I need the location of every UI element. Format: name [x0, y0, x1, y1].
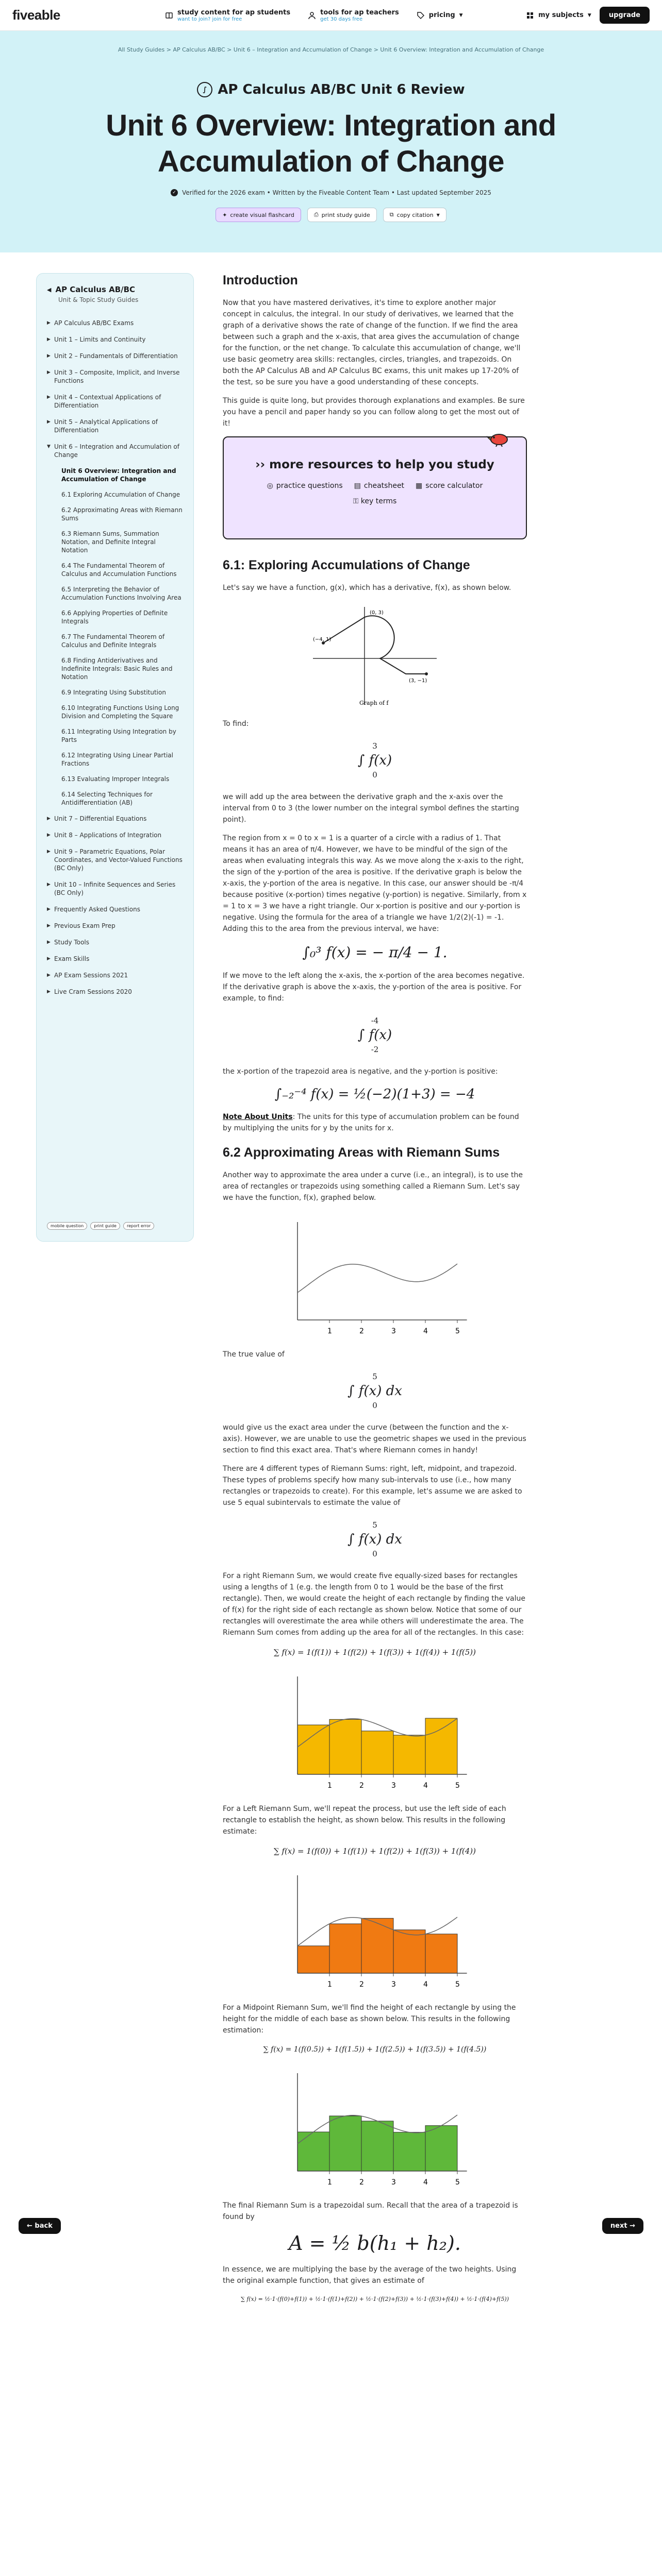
meta-text: Verified for the 2026 exam • Written by the Fiveable Content Team • Last updated September 2025 — [182, 189, 491, 196]
promo-links — [239, 482, 510, 490]
x-tick-label: 2 — [359, 1980, 364, 1989]
next-button[interactable] — [602, 2218, 643, 2234]
arrow-left-icon: ← — [27, 2222, 35, 2230]
sidebar-child[interactable]: 6.3 Riemann Sums, Summation Notation, and Definite Integral Notation — [61, 530, 159, 554]
svg-text:(0, 3): (0, 3) — [370, 610, 384, 616]
x-tick-label: 4 — [423, 1327, 428, 1335]
sidebar-title[interactable] — [47, 285, 183, 294]
svg-text:(3, −1): (3, −1) — [409, 678, 427, 684]
s62-paragraph-9: In essence, we are multiplying the base by the average of the two heights. Using the original example function, that gives an estimate of — [223, 2265, 517, 2285]
chevron-right-icon: ▶ — [47, 337, 51, 342]
print-label: print study guide — [321, 211, 370, 218]
sidebar-item-unit6[interactable] — [47, 438, 183, 463]
sidebar-item-label: Study Tools — [54, 939, 90, 946]
sidebar-child[interactable]: 6.13 Evaluating Improper Integrals — [61, 775, 170, 783]
mobile-question-button[interactable]: mobile question — [47, 1222, 87, 1230]
section-6-2-title: 6.2 Approximating Areas with Riemann Sums — [223, 1145, 500, 1160]
x-tick-label: 4 — [423, 1980, 428, 1989]
equation-right-sum: ∑ f(x) = 1(f(1)) + 1(f(2)) + 1(f(3)) + 1(f(4)) + 1(f(5)) — [274, 1648, 476, 1657]
s62-paragraph-3: would give us the exact area under the curve (between the function and the x-axis). However, we are unable to use the geometric shapes we used in the previous section to find this exact area. That's where Riemann comes in handy! — [223, 1423, 526, 1454]
sidebar-child[interactable]: 6.14 Selecting Techniques for Antidifferentiation (AB) — [61, 791, 153, 806]
chevron-right-icon: ▶ — [47, 923, 51, 928]
sidebar-item[interactable] — [47, 843, 183, 876]
integral-expression: ∫ f(x) — [357, 1027, 392, 1043]
svg-text:(−4, 1): (−4, 1) — [313, 637, 332, 642]
chevron-right-icon: ▶ — [47, 849, 51, 854]
sidebar-item-label: Unit 5 – Analytical Applications of Differentiation — [54, 418, 158, 434]
equation-1: ∫₀³ f(x) = − π/4 − 1. — [302, 944, 448, 961]
upper-bound: 3 — [372, 741, 377, 751]
back-button[interactable] — [19, 2218, 61, 2234]
chevron-right-icon: ▶ — [47, 940, 51, 945]
x-tick-label: 1 — [327, 1782, 332, 1790]
integral-0-3 — [223, 739, 527, 782]
x-tick-label: 3 — [391, 1782, 396, 1790]
verified-icon: ✓ — [171, 189, 178, 196]
hero-actions — [0, 208, 662, 222]
x-tick-label: 4 — [423, 2178, 428, 2187]
chevron-right-icon: ▶ — [47, 956, 51, 961]
teacher-icon — [308, 11, 316, 20]
riemann-rectangle — [361, 2121, 393, 2171]
breadcrumb[interactable]: All Study Guides > AP Calculus AB/BC > Unit 6 – Integration and Accumulation of Change > Unit 6 Overview: Integration and Accumulation of Change — [118, 46, 544, 53]
nav-teachers-label: tools for ap teachers — [320, 8, 399, 16]
chevron-right-icon: ▶ — [47, 973, 51, 978]
integral-expression: ∫ f(x) dx — [347, 1383, 402, 1399]
logo[interactable]: fiveable — [12, 7, 60, 23]
chevron-right-icon: ▶ — [47, 353, 51, 359]
sidebar-item-label: Unit 10 – Infinite Sequences and Series (BC Only) — [54, 881, 176, 896]
back-label: back — [35, 2222, 53, 2230]
x-tick-label: 1 — [327, 1980, 332, 1989]
note-units: Note About Units: The units for this type of accumulation problem can be found by multiplying the units for y by the units for x. — [223, 1113, 519, 1132]
integral-0-5 — [223, 1369, 527, 1413]
chevron-down-icon: ▼ — [47, 444, 51, 449]
page-title-line1: Unit 6 Overview: Integration and — [106, 109, 556, 142]
sidebar-child[interactable]: 6.10 Integrating Functions Using Long Division and Completing the Square — [61, 704, 179, 720]
riemann-rectangle — [361, 1731, 393, 1774]
flashcard-label: create visual flashcard — [230, 211, 294, 218]
score-calculator-link[interactable] — [416, 482, 483, 490]
key-icon: ⚿ — [353, 497, 361, 505]
lower-bound: -2 — [371, 1045, 379, 1054]
sidebar-item-label: Live Cram Sessions 2020 — [54, 988, 132, 995]
top-nav — [0, 0, 662, 31]
sidebar-child[interactable]: 6.12 Integrating Using Linear Partial Fractions — [61, 752, 173, 767]
intro-title: Introduction — [223, 273, 298, 287]
page-title — [0, 108, 662, 180]
x-tick-label: 5 — [455, 2178, 460, 2187]
main-content — [223, 273, 527, 2312]
integral-m2-m4 — [223, 1013, 527, 1057]
sidebar-item-label: Unit 7 – Differential Equations — [54, 815, 147, 822]
s62-paragraph-7: For a Midpoint Riemann Sum, we'll find the height of each rectangle by using the height for the middle of each base as shown below. This results in the following estimation: — [223, 2004, 516, 2035]
sidebar-item-label: Frequently Asked Questions — [54, 906, 140, 913]
my-subjects-button[interactable] — [526, 11, 591, 20]
chevron-down-icon: ▼ — [587, 12, 591, 18]
citation-label: copy citation — [396, 211, 434, 218]
print-button[interactable] — [307, 208, 377, 222]
my-subjects-label: my subjects — [538, 11, 584, 19]
nav-items — [165, 9, 463, 22]
sidebar-child-active[interactable]: Unit 6 Overview: Integration and Accumulation of Change — [61, 467, 176, 483]
sidebar-item-label: AP Calculus AB/BC Exams — [54, 319, 134, 327]
sidebar-item[interactable] — [47, 934, 183, 951]
s62-paragraph-6: For a Left Riemann Sum, we'll repeat the process, but use the left side of each rectangle to establish the height, as shown below. This results in the following estimate: — [223, 1805, 506, 1836]
riemann-rectangle — [393, 1735, 425, 1774]
sidebar-item-label: Unit 6 – Integration and Accumulation of Change — [54, 443, 179, 459]
riemann-rectangle — [329, 1924, 361, 1973]
sidebar-item[interactable] — [47, 364, 183, 389]
chevron-right-icon: ▶ — [47, 882, 51, 887]
chevron-down-icon: ▼ — [436, 212, 440, 217]
upper-bound: 5 — [372, 1372, 377, 1381]
x-tick-label: 1 — [327, 2178, 332, 2187]
sidebar-item-label: Unit 9 – Parametric Equations, Polar Coordinates, and Vector-Valued Functions (BC Only) — [54, 848, 183, 872]
riemann-rectangle — [297, 2132, 329, 2171]
sidebar-item-label: Exam Skills — [54, 955, 90, 962]
sidebar-item-label: Previous Exam Prep — [54, 922, 115, 929]
sidebar-item[interactable] — [47, 389, 183, 414]
x-tick-label: 4 — [423, 1782, 428, 1790]
sidebar-child[interactable]: 6.5 Interpreting the Behavior of Accumulation Functions Involving Area — [61, 586, 181, 601]
sidebar-item[interactable] — [47, 967, 183, 984]
chevron-right-icon: ▶ — [47, 833, 51, 838]
equation-left-sum: ∑ f(x) = 1(f(0)) + 1(f(1)) + 1(f(2)) + 1(f(3)) + 1(f(4)) — [274, 1846, 476, 1856]
hero — [0, 31, 662, 252]
integrand: f(x) dx — [358, 1532, 402, 1547]
riemann-rectangle — [425, 2126, 457, 2171]
equation-trapezoid-sum: ∑ f(x) = ½·1·(f(0)+f(1)) + ½·1·(f(1)+f(2)) + ½·1·(f(2)+f(3)) + ½·1·(f(3)+f(4)) + ½·1·(f(4)+f(5)) — [240, 2296, 509, 2302]
integrand: f(x) dx — [358, 1383, 402, 1399]
chevron-left-icon: ◀ — [47, 286, 52, 293]
key-terms-link[interactable] — [239, 497, 510, 505]
note-text: The units for this type of accumulation problem can be found by multiplying the units for y by the units for x. — [223, 1113, 519, 1132]
sidebar-item[interactable] — [47, 810, 183, 827]
promo-title-label: more resources to help you study — [269, 458, 494, 471]
equation-trapezoid: A = ½ b(h₁ + h₂). — [289, 2232, 461, 2255]
content-wrap — [0, 252, 662, 2576]
s61-paragraph-2: we will add up the area between the derivative graph and the x-axis over the interval from 0 to 3 (the lower number on the integral symbol defines the starting point). — [223, 793, 519, 824]
x-tick-label: 2 — [359, 2178, 364, 2187]
nav-pricing-label: pricing — [428, 11, 455, 19]
lower-bound: 0 — [372, 1401, 377, 1410]
chevron-right-icon: ▶ — [47, 419, 51, 425]
arrow-right-icon: → — [627, 2222, 635, 2230]
sheet-icon: ▤ — [354, 482, 361, 490]
sidebar — [36, 273, 194, 1242]
nav-teachers-sub: get 30 days free — [320, 16, 363, 22]
sidebar-child[interactable]: 6.2 Approximating Areas with Riemann Sums — [61, 506, 183, 522]
riemann-rectangle — [329, 1719, 361, 1774]
s62-paragraph-4: There are 4 different types of Riemann Sums: right, left, midpoint, and trapezoid. These types of problems specify how many sub-intervals to use (i.e., how many rectangles or trapezoids to create). For this example, let's assume we are asked to use 5 equal subintervals to estimate the value of — [223, 1465, 522, 1507]
riemann-rectangle — [393, 2132, 425, 2171]
sidebar-item[interactable] — [47, 331, 183, 348]
score-calculator-label: score calculator — [425, 482, 483, 490]
sidebar-item[interactable] — [47, 918, 183, 934]
sidebar-item[interactable] — [47, 984, 183, 1000]
section-6-1-title: 6.1: Exploring Accumulations of Change — [223, 558, 470, 572]
chevron-right-icon: ▶ — [47, 395, 51, 400]
riemann-rectangle — [297, 1725, 329, 1774]
chevron-down-icon: ▼ — [459, 12, 463, 18]
sidebar-item[interactable] — [47, 315, 183, 331]
to-find: To find: — [223, 720, 249, 728]
x-tick-label: 5 — [455, 1980, 460, 1989]
chevron-right-icon: ▶ — [47, 989, 51, 994]
x-tick-label: 3 — [391, 1327, 396, 1335]
integral-0-5 — [223, 1518, 527, 1561]
sparkle-icon: ✦ — [222, 211, 227, 218]
nav-teachers[interactable] — [308, 9, 399, 22]
chevron-right-icon: ▶ — [47, 370, 51, 375]
lower-bound: 0 — [372, 1549, 377, 1558]
s62-paragraph-2: The true value of — [223, 1350, 285, 1359]
citation-button[interactable] — [383, 208, 446, 222]
integral-expression: ∫ f(x) — [357, 753, 392, 768]
upper-bound: 5 — [372, 1520, 377, 1530]
chevron-right-icon: ▶ — [47, 816, 51, 821]
upper-bound: -4 — [371, 1016, 379, 1025]
chevron-right-icon: ›› — [255, 458, 270, 471]
s61-paragraph-5: the x-portion of the trapezoid area is negative, and the y-portion is positive: — [223, 1067, 498, 1076]
sidebar-item-label: Unit 2 – Fundamentals of Differentiation — [54, 352, 178, 360]
course-label: AP Calculus AB/BC Unit 6 Review — [218, 82, 465, 97]
s61-paragraph-4: If we move to the left along the x-axis, the x-portion of the area becomes negative. If the derivative graph is above the x-axis, the y-portion of the area is positive. For example, to find: — [223, 972, 525, 1003]
promo-title — [239, 458, 510, 471]
note-label: Note About Units — [223, 1113, 293, 1121]
sidebar-item[interactable] — [47, 827, 183, 843]
x-tick-label: 3 — [391, 2178, 396, 2187]
course-heading — [0, 82, 662, 97]
riemann-rectangle — [361, 1918, 393, 1973]
sidebar-item[interactable] — [47, 414, 183, 438]
intro-paragraph-2: This guide is quite long, but provides thorough explanations and examples. Be sure you have a pencil and paper handy so you can follow along to get the most out of it! — [223, 397, 525, 428]
sidebar-child[interactable]: 6.11 Integrating Using Integration by Parts — [61, 728, 176, 743]
practice-questions-label: practice questions — [276, 482, 343, 490]
sidebar-subtitle: Unit & Topic Study Guides — [58, 296, 139, 303]
resources-promo — [223, 436, 527, 539]
x-tick-label: 5 — [455, 1327, 460, 1335]
key-terms-label: key terms — [360, 497, 397, 505]
sidebar-item-label: AP Exam Sessions 2021 — [54, 972, 128, 979]
riemann-rectangle — [425, 1934, 457, 1973]
sidebar-item[interactable] — [47, 348, 183, 364]
chevron-right-icon: ▶ — [47, 320, 51, 326]
upgrade-button[interactable]: upgrade — [600, 7, 650, 24]
sidebar-child[interactable]: 6.6 Applying Properties of Definite Integrals — [61, 609, 168, 625]
equation-2: ∫₋₂⁻⁴ f(x) = ½(−2)(1+3) = −4 — [274, 1087, 475, 1102]
sidebar-item-label: Unit 1 – Limits and Continuity — [54, 336, 146, 343]
left-riemann-graph — [282, 1865, 468, 1994]
sidebar-item[interactable] — [47, 951, 183, 967]
x-tick-label: 2 — [359, 1782, 364, 1790]
cheatsheet-link[interactable] — [354, 482, 404, 490]
sidebar-badges — [47, 1222, 154, 1230]
midpoint-riemann-graph — [282, 2063, 468, 2192]
sidebar-child[interactable]: 6.9 Integrating Using Substitution — [61, 689, 166, 696]
x-tick-label: 2 — [359, 1327, 364, 1335]
question-icon: ◎ — [267, 482, 273, 490]
practice-questions-link[interactable] — [267, 482, 343, 490]
function-graph — [282, 1212, 468, 1341]
riemann-rectangle — [297, 1946, 329, 1973]
s61-paragraph-1: Let's say we have a function, g(x), which has a derivative, f(x), as shown below. — [223, 584, 511, 592]
sidebar-item[interactable] — [47, 901, 183, 918]
equation-mid-sum: ∑ f(x) = 1(f(0.5)) + 1(f(1.5)) + 1(f(2.5)) + 1(f(3.5)) + 1(f(4.5)) — [263, 2045, 487, 2054]
s62-paragraph-8: The final Riemann Sum is a trapezoidal sum. Recall that the area of a trapezoid is found by — [223, 2201, 518, 2221]
print-guide-button[interactable]: print guide — [90, 1222, 120, 1230]
riemann-rectangle — [425, 1718, 457, 1774]
right-riemann-graph — [282, 1666, 468, 1795]
bird-icon — [487, 429, 510, 447]
s61-paragraph-3: The region from x = 0 to x = 1 is a quarter of a circle with a radius of 1. That means it has an area of π/4. However, we have to be mindful of the sign of the areas when evaluating integrals this way. As we move along the x-axis to the right, the sign of the y-portion of the area is positive. If the derivative graph is below the x-axis, the y-portion of the area is negative. In this case, our answer should be -π/4 because positive (x-portion) times negative (y-portion) is negative. Similarly, from x = 1 to x = 3 we have a right triangle. Our x-portion is positive and our y-portion is negative. Using the formula for the area of a triangle we have 1/2(2)(-1) = -1. Adding this to the area from the previous interval, we have: — [223, 834, 527, 933]
sidebar-item[interactable] — [47, 876, 183, 901]
meta-line — [0, 189, 662, 196]
sidebar-child[interactable]: 6.4 The Fundamental Theorem of Calculus and Accumulation Functions — [61, 562, 177, 578]
sidebar-child[interactable]: 6.7 The Fundamental Theorem of Calculus and Definite Integrals — [61, 633, 165, 649]
next-label: next — [610, 2222, 627, 2230]
integral-expression: ∫ f(x) dx — [347, 1532, 402, 1547]
sidebar-item-label: Unit 3 – Composite, Implicit, and Inverse Functions — [54, 369, 180, 384]
cheatsheet-label: cheatsheet — [363, 482, 405, 490]
nav-students-sub: want to join? join for free — [177, 16, 242, 22]
integrand: f(x) — [369, 1027, 392, 1043]
s62-paragraph-5: For a right Riemann Sum, we would create five equally-sized bases for rectangles using a lengths of 1 (e.g. the length from 0 to 1 would be the base of the first rectangle). Then, we would create the height of each rectangle by finding the value of f(x) for the right side of each rectangle as shown below. Notice that some of our rectangles will overestimate the area while others will underestimate the area. The Riemann Sum comes from adding up the area for all of the rectangles. In this case: — [223, 1572, 525, 1637]
tag-icon — [417, 11, 425, 20]
copy-icon: ⧉ — [389, 211, 394, 218]
book-icon — [165, 11, 173, 20]
graph-caption: Graph of f — [359, 700, 389, 706]
riemann-rectangle — [393, 1930, 425, 1973]
intro-paragraph-1: Now that you have mastered derivatives, it's time to explore another major concept in calculus, the integral. In our study of derivatives, we learned that the graph of a derivative shows the rate of change of the function. If we find the area between such a graph and the x-axis, that area gives the accumulation of change for the function, or the net change. To calculate this accumulation of change, we'll use basic geometry area skills: rectangles, circles, triangles, and trapezoids. On both the AP Calculus AB and AP Calculus BC exams, this unit makes up 17-20% of the test, so be sure you have a good understanding of these concepts. — [223, 299, 521, 386]
graph-of-f — [308, 602, 442, 710]
grid-icon — [526, 11, 534, 20]
nav-pricing[interactable] — [417, 11, 463, 20]
x-tick-label: 1 — [327, 1327, 332, 1335]
nav-students[interactable] — [165, 9, 290, 22]
sidebar-item-label: Unit 4 – Contextual Applications of Differentiation — [54, 394, 161, 409]
x-tick-label: 3 — [391, 1980, 396, 1989]
sidebar-child[interactable]: 6.1 Exploring Accumulation of Change — [61, 491, 180, 498]
calculator-icon: ▦ — [416, 482, 423, 490]
s62-paragraph-1: Another way to approximate the area under a curve (i.e., an integral), is to use the area of rectangles or trapezoids using something called a Riemann Sum. Let's say we have the function, f(x), graphed below. — [223, 1171, 523, 1202]
report-error-button[interactable]: report error — [123, 1222, 154, 1230]
sidebar-title-label: AP Calculus AB/BC — [55, 285, 136, 294]
calculus-icon: ∫ — [197, 82, 212, 97]
chevron-right-icon: ▶ — [47, 907, 51, 912]
x-tick-label: 5 — [455, 1782, 460, 1790]
sidebar-list — [47, 315, 183, 1000]
printer-icon: ⎙ — [313, 211, 319, 218]
function-curve — [297, 1264, 457, 1293]
sidebar-child[interactable]: 6.8 Finding Antiderivatives and Indefinite Integrals: Basic Rules and Notation — [61, 657, 173, 681]
page-title-line2: Accumulation of Change — [157, 145, 505, 178]
integrand: f(x) — [369, 753, 392, 768]
lower-bound: 0 — [372, 770, 377, 779]
nav-right — [526, 7, 650, 24]
flashcard-button[interactable] — [216, 208, 301, 222]
nav-students-label: study content for ap students — [177, 8, 291, 16]
sidebar-item-label: Unit 8 – Applications of Integration — [54, 832, 162, 839]
riemann-rectangle — [329, 2116, 361, 2171]
